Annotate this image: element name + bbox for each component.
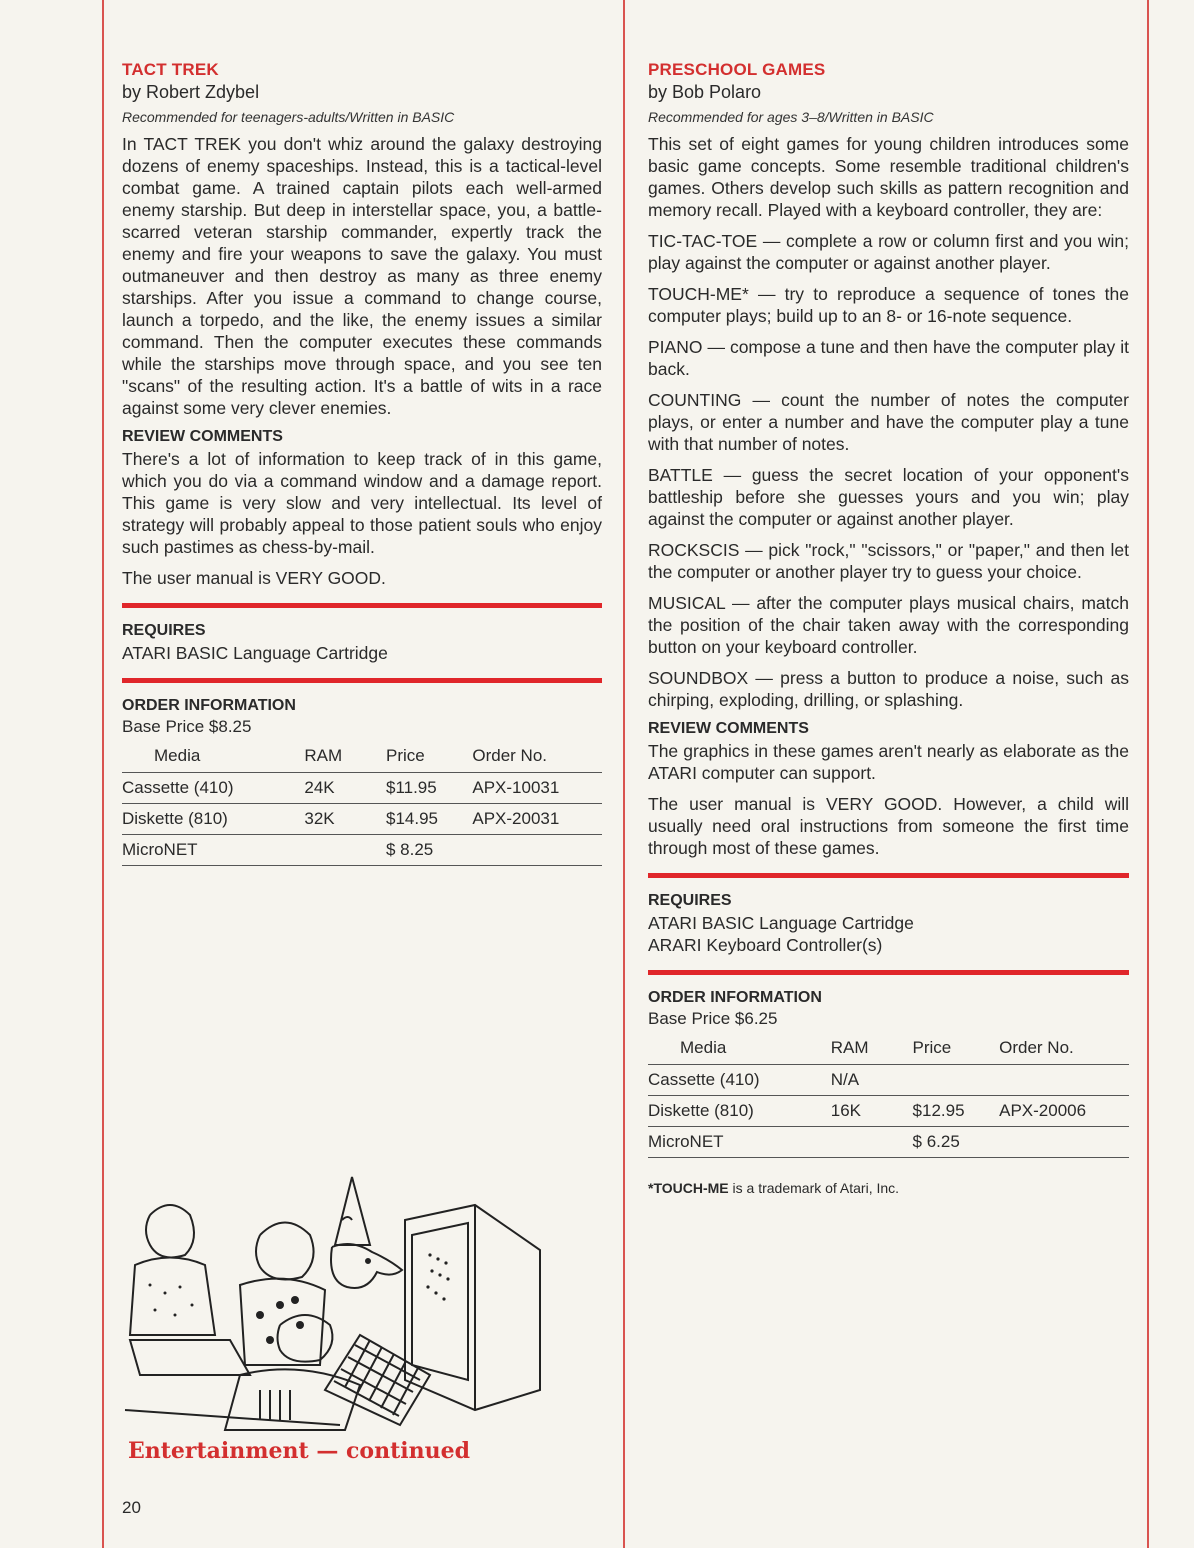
section-divider <box>122 678 602 683</box>
section-footer-title: Entertainment — continued <box>128 1438 470 1464</box>
column-header: RAM <box>831 1035 913 1065</box>
column-header: Media <box>648 1035 831 1065</box>
requirement-item: ARARI Keyboard Controller(s) <box>648 935 883 955</box>
table-cell: Diskette (810) <box>122 804 304 835</box>
table-row <box>122 773 602 804</box>
program-title: TACT TREK <box>122 60 219 79</box>
column-header: Price <box>386 743 472 773</box>
table-cell: APX-10031 <box>472 773 602 804</box>
game-item: MUSICAL — after the computer plays musical chairs, match the position of the chair taken away with the corresponding button on your keyboard controller. <box>648 593 1129 657</box>
right-column <box>648 60 1129 1196</box>
right-margin-rule <box>1147 0 1149 1548</box>
table-cell <box>472 835 602 866</box>
program-recommendation: Recommended for teenagers-adults/Written in BASIC <box>122 109 455 125</box>
program-author: by Bob Polaro <box>648 82 762 102</box>
table-cell: Cassette (410) <box>648 1065 831 1096</box>
table-cell: MicroNET <box>122 835 304 866</box>
table-cell: Diskette (810) <box>648 1096 831 1127</box>
section-divider <box>122 603 602 608</box>
table-cell: N/A <box>831 1065 913 1096</box>
game-item: SOUNDBOX — press a button to produce a noise, such as chirping, exploding, drilling, or splashing. <box>648 668 1129 710</box>
table-cell: $12.95 <box>913 1096 1000 1127</box>
left-margin-rule <box>102 0 104 1548</box>
table-cell: MicroNET <box>648 1127 831 1158</box>
table-cell: $ 8.25 <box>386 835 472 866</box>
column-header: RAM <box>304 743 386 773</box>
game-item: TOUCH-ME* — try to reproduce a sequence of tones the computer plays; build up to an 8- or 16-note sequence. <box>648 284 1129 326</box>
table-cell <box>999 1127 1129 1158</box>
program-description: This set of eight games for young children introduces some basic game concepts. Some resemble traditional children's games. Others develop such skills as pattern recognition and memory recall. Played with a keyboard controller, they are: <box>648 134 1129 220</box>
table-cell: $ 6.25 <box>913 1127 1000 1158</box>
table-cell: $14.95 <box>386 804 472 835</box>
page-number: 20 <box>122 1498 141 1517</box>
table-cell: Cassette (410) <box>122 773 304 804</box>
column-header: Media <box>122 743 304 773</box>
game-item: COUNTING — count the number of notes the computer plays, or enter a number and have the computer play a tune with that number of notes. <box>648 390 1129 454</box>
table-cell: 16K <box>831 1096 913 1127</box>
table-cell <box>304 835 386 866</box>
order-heading: ORDER INFORMATION <box>122 697 296 714</box>
table-cell: APX-20031 <box>472 804 602 835</box>
table-cell: APX-20006 <box>999 1096 1129 1127</box>
review-heading: REVIEW COMMENTS <box>122 428 283 445</box>
requirement-item: ATARI BASIC Language Cartridge <box>648 913 914 933</box>
game-item: TIC-TAC-TOE — complete a row or column first and you win; play against the computer or against another player. <box>648 231 1129 273</box>
requires-heading: REQUIRES <box>122 622 206 639</box>
game-item: ROCKSCIS — pick "rock," "scissors," or "paper," and then let the computer or another player try to guess your choice. <box>648 540 1129 582</box>
review-text: There's a lot of information to keep track of in this game, which you do via a command window and a damage report. This game is very slow and very intellectual. Its level of strategy will probably appeal to those patient souls who enjoy such pastimes as chess-by-mail. <box>122 449 602 557</box>
table-cell <box>831 1127 913 1158</box>
center-rule <box>623 0 625 1548</box>
order-heading: ORDER INFORMATION <box>648 989 822 1006</box>
base-price: Base Price $8.25 <box>122 717 252 736</box>
program-description: In TACT TREK you don't whiz around the galaxy destroying dozens of enemy spaceships. Instead, this is a tactical-level combat game. A trained captain pilots each well-armed enemy starship. But deep in interstellar space, you, a battle-scarred veteran starship commander, expertly track the enemy and fire your weapons to save the galaxy. You must outmaneuver and then destroy as many as three enemy starships. After you issue a command to change course, launch a torpedo, and the like, the enemy issues a similar command. Then the computer executes these commands while the starships move through space, and you see ten "scans" of the resulting action. It's a battle of wits in a race against some very clever enemies. <box>122 134 602 418</box>
section-divider <box>648 873 1129 878</box>
table-cell: $11.95 <box>386 773 472 804</box>
left-column <box>122 60 602 866</box>
review-heading: REVIEW COMMENTS <box>648 720 809 737</box>
program-author: by Robert Zdybel <box>122 82 260 102</box>
game-item: PIANO — compose a tune and then have the computer play it back. <box>648 337 1129 379</box>
order-table <box>122 743 602 866</box>
table-row <box>648 1096 1129 1127</box>
trademark-name: *TOUCH-ME <box>648 1180 729 1196</box>
table-row <box>648 1065 1129 1096</box>
table-cell <box>999 1065 1129 1096</box>
column-header: Price <box>913 1035 1000 1065</box>
table-cell <box>913 1065 1000 1096</box>
review-text: The graphics in these games aren't nearly as elaborate as the ATARI computer can support. <box>648 741 1129 783</box>
game-item: BATTLE — guess the secret location of your opponent's battleship before she guesses yours and you win; play against the computer or against another player. <box>648 465 1129 529</box>
manual-rating: The user manual is VERY GOOD. However, a child will usually need oral instructions from someone the first time through most of these games. <box>648 794 1129 858</box>
table-header-row <box>648 1035 1129 1065</box>
table-row <box>122 804 602 835</box>
column-header: Order No. <box>472 743 602 773</box>
children-at-computer-illustration <box>120 1175 550 1435</box>
table-row <box>122 835 602 866</box>
requires-heading: REQUIRES <box>648 892 732 909</box>
program-recommendation: Recommended for ages 3–8/Written in BASIC <box>648 109 934 125</box>
table-header-row <box>122 743 602 773</box>
table-row <box>648 1127 1129 1158</box>
manual-rating: The user manual is VERY GOOD. <box>122 568 386 588</box>
trademark-text: is a trademark of Atari, Inc. <box>728 1180 900 1196</box>
table-cell: 24K <box>304 773 386 804</box>
base-price: Base Price $6.25 <box>648 1009 778 1028</box>
program-title: PRESCHOOL GAMES <box>648 60 826 79</box>
requirement-item: ATARI BASIC Language Cartridge <box>122 643 388 663</box>
section-divider <box>648 970 1129 975</box>
table-cell: 32K <box>304 804 386 835</box>
column-header: Order No. <box>999 1035 1129 1065</box>
trademark-note <box>648 1180 1129 1196</box>
order-table <box>648 1035 1129 1158</box>
